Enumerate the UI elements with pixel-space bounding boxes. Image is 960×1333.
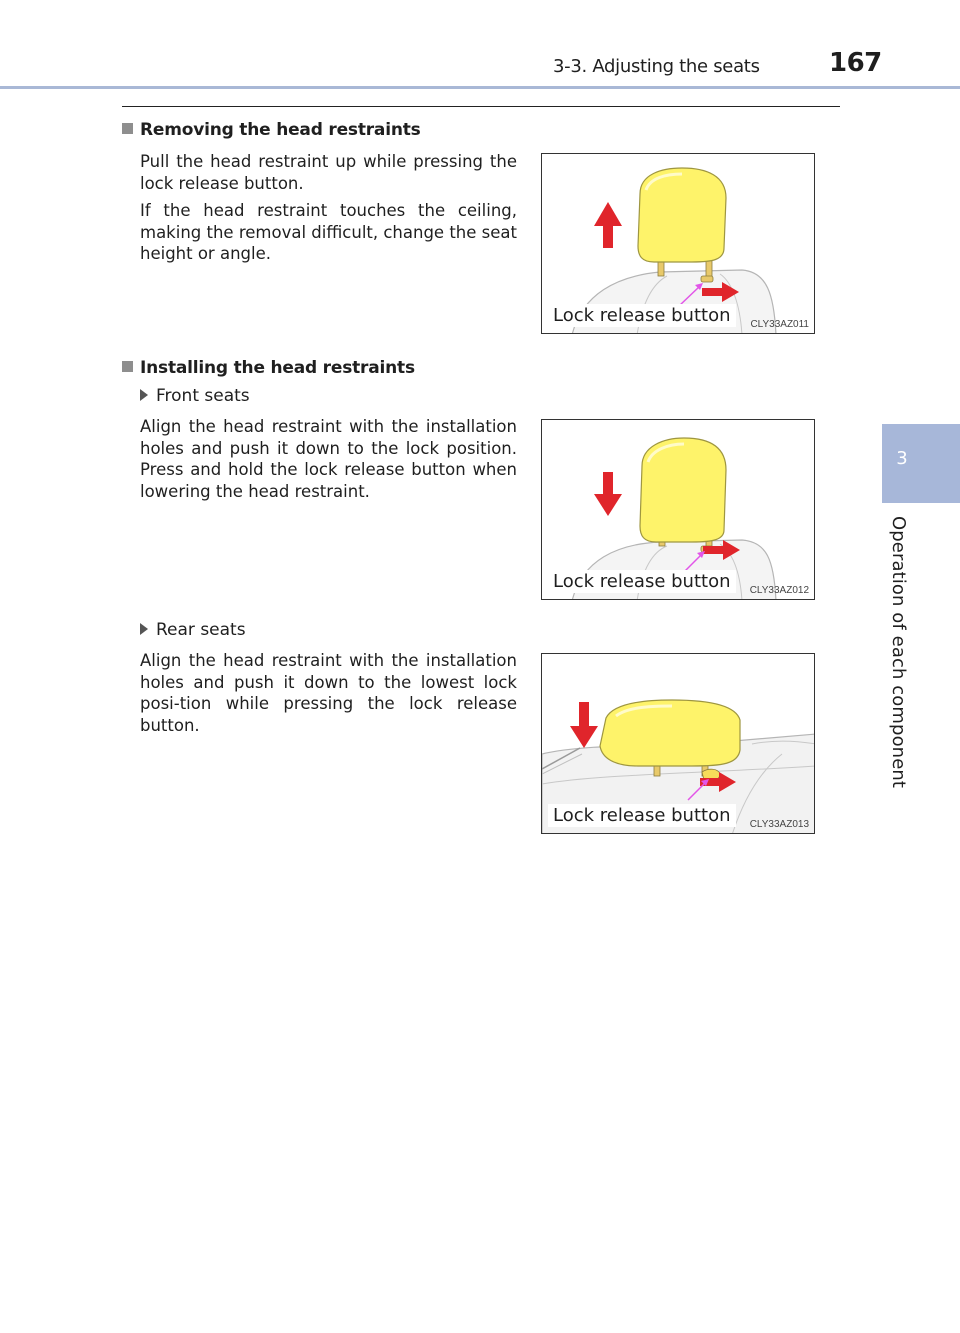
figure-label-2: Lock release button: [548, 570, 736, 593]
figure-removing: [541, 153, 815, 334]
page-number: 167: [829, 48, 882, 78]
square-bullet-icon: [122, 123, 133, 134]
figure-code-2: CLY33AZ012: [749, 585, 809, 596]
subheading-front: [140, 386, 250, 406]
figure-code-1: CLY33AZ011: [750, 319, 809, 330]
heading-installing-text: Installing the head restraints: [140, 358, 415, 378]
subheading-front-text: Front seats: [156, 386, 250, 406]
subheading-rear-text: Rear seats: [156, 620, 246, 640]
chapter-tab: [882, 424, 960, 503]
square-bullet-icon: [122, 361, 133, 372]
figure-code-3: CLY33AZ013: [749, 819, 809, 830]
chapter-number: 3: [896, 448, 908, 469]
chapter-title: Operation of each component: [888, 516, 909, 789]
section-title: 3-3. Adjusting the seats: [553, 56, 760, 77]
subheading-rear: [140, 620, 246, 640]
triangle-bullet-icon: [140, 389, 148, 401]
paragraph-removing-2: If the head restraint touches the ceiling, making the removal difficult, change the seat height or angle.: [140, 201, 517, 263]
paragraph-rear: Align the head restraint with the installation holes and push it down to the lowest lock posi-tion while pressing the lock release button.: [140, 651, 517, 735]
paragraph-front: Align the head restraint with the installation holes and push it down to the lock position. Press and hold the lock release button when lowering the head restraint.: [140, 417, 517, 501]
heading-removing-text: Removing the head restraints: [140, 120, 421, 140]
figure-label-3: Lock release button: [548, 804, 736, 827]
content-divider: [122, 106, 840, 107]
heading-installing: [122, 358, 415, 378]
heading-removing: [122, 120, 421, 140]
triangle-bullet-icon: [140, 623, 148, 635]
figure-rear-seats: [541, 653, 815, 834]
paragraph-removing-1: Pull the head restraint up while pressing the lock release button.: [140, 152, 517, 193]
header-rule: [0, 86, 960, 89]
figure-label-1: Lock release button: [548, 304, 736, 327]
figure-front-seats: [541, 419, 815, 600]
